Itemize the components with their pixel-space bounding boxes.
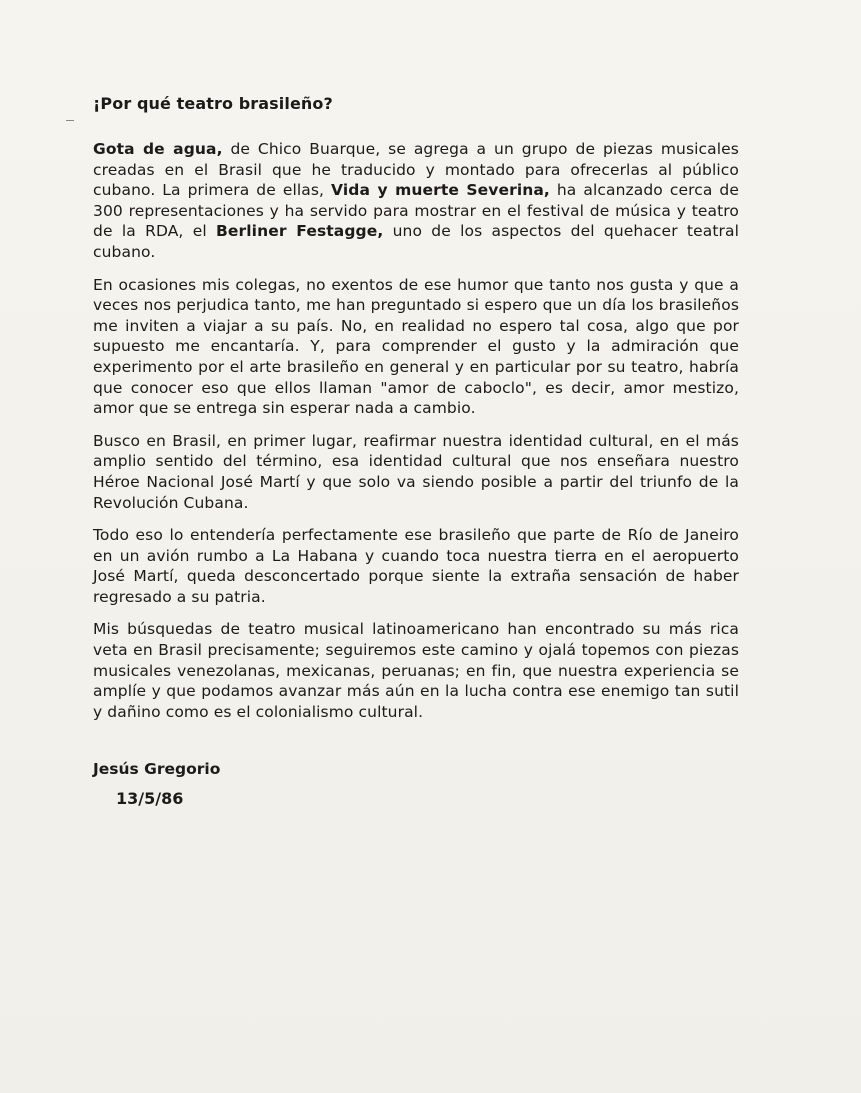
paragraph-text: ha alcanzado cerca de 300 representaciones y ha servido para mostrar en el festival de música y teatro de la RDA, el [93,181,739,241]
bold-text: Berliner Festagge, [215,222,384,241]
paragraph-text: uno de los aspectos del quehacer teatral cubano. [93,222,739,261]
bold-text: Vida y muerte Severina, [331,181,550,200]
paragraph [93,619,739,722]
paragraph [93,431,739,513]
paragraph [93,525,739,607]
paragraph-text: Mis búsquedas de teatro musical latinoamericano han encontrado su más rica veta en Brasil precisamente; seguiremos este camino y ojalá topemos con piezas musicales venezolanas, mexicanas, peruanas; en fin, que nuestra experiencia se amplíe y que podamos avanzar más aún en la lucha contra ese enemigo tan sutil y dañino como es el colonialismo cultural. [93,620,739,721]
article-date: 13/5/86 [116,789,184,808]
article-title: ¡Por qué teatro brasileño? [93,94,333,113]
article-body [93,94,739,734]
paragraph-text: En ocasiones mis colegas, no exentos de ese humor que tanto nos gusta y que a veces nos perjudica tanto, me han preguntado si espero que un día los brasileños me inviten a viajar a su país. No, en realidad no espero tal cosa, algo que por supuesto me encantaría. Y, para comprender el gusto y la admiración que experimento por el arte brasileño en general y en particular por su teatro, habría que conocer eso que ellos llaman "amor de caboclo", es decir, amor mestizo, amor que se entrega sin esperar nada a cambio. [93,275,739,418]
paragraph-text: de Chico Buarque, se agrega a un grupo de piezas musicales creadas en el Brasil que he traducido y montado para ofrecerlas al público cubano. La primera de ellas, [93,140,739,200]
paragraph [93,139,739,263]
margin-mark [66,120,74,121]
bold-text: Gota de agua, [93,140,223,158]
author-signature: Jesús Gregorio [93,760,221,778]
paragraph-list [93,139,739,722]
paragraph-text: Todo eso lo entendería perfectamente ese brasileño que parte de Río de Janeiro en un avión rumbo a La Habana y cuando toca nuestra tierra en el aeropuerto José Martí, queda desconcertado porque siente la extraña sensación de haber regresado a su patria. [93,526,739,606]
paragraph-text: Busco en Brasil, en primer lugar, reafirmar nuestra identidad cultural, en el más amplio sentido del término, esa identidad cultural que nos enseñara nuestro Héroe Nacional José Martí y que solo va siendo posible a partir del triunfo de la Revolución Cubana. [93,431,739,512]
paragraph [93,275,739,419]
